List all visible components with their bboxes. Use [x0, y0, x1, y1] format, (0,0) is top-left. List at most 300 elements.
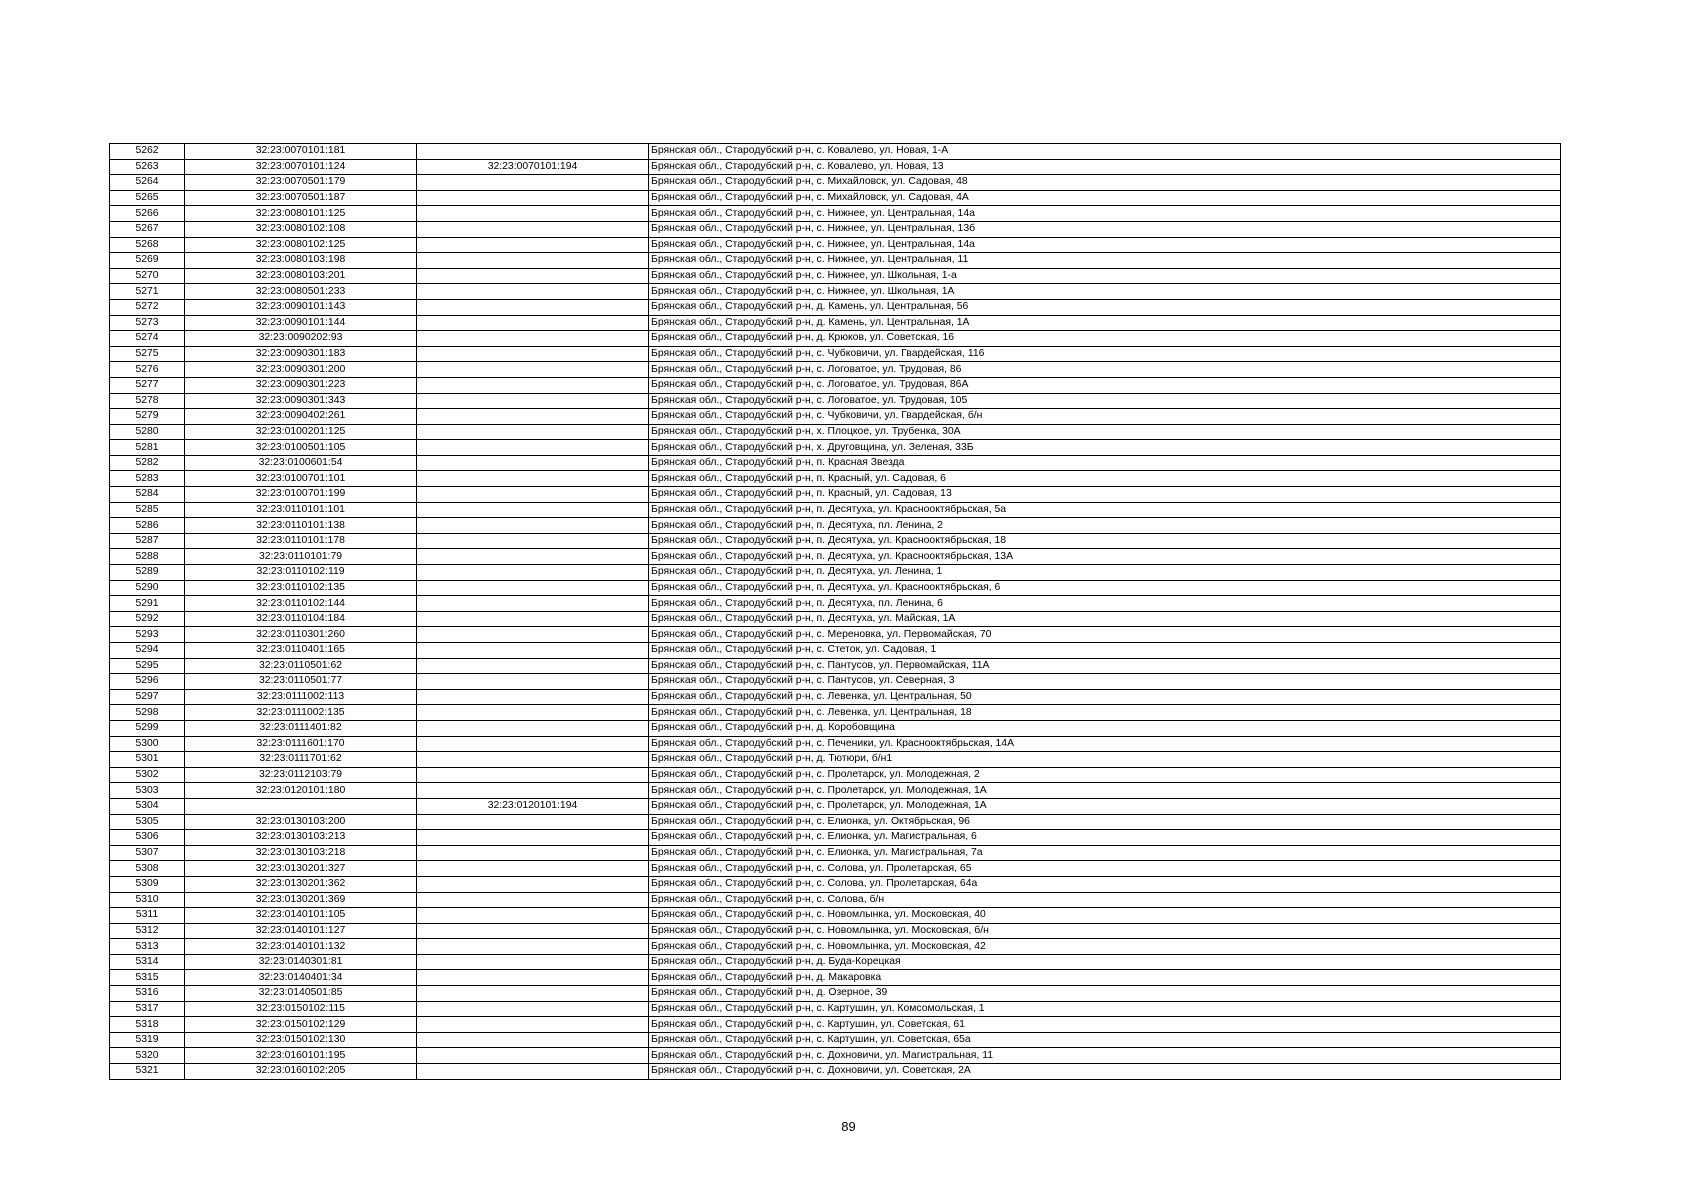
- linked-cadastral-number-cell: [417, 814, 649, 830]
- linked-cadastral-number-cell: [417, 377, 649, 393]
- linked-cadastral-number-cell: [417, 331, 649, 347]
- row-number-cell: 5280: [110, 424, 185, 440]
- linked-cadastral-number-cell: [417, 206, 649, 222]
- cadastral-number-cell: 32:23:0110401:165: [185, 643, 417, 659]
- cadastral-number-cell: 32:23:0160102:205: [185, 1064, 417, 1080]
- row-number-cell: 5297: [110, 689, 185, 705]
- cadastral-number-cell: 32:23:0140101:105: [185, 908, 417, 924]
- address-cell: Брянская обл., Стародубский р-н, с. Нижнее, ул. Центральная, 11: [649, 253, 1561, 269]
- table-row: [110, 986, 1561, 1002]
- address-cell: Брянская обл., Стародубский р-н, п. Красный, ул. Садовая, 6: [649, 471, 1561, 487]
- table-row: [110, 565, 1561, 581]
- address-cell: Брянская обл., Стародубский р-н, п. Красная Звезда: [649, 455, 1561, 471]
- linked-cadastral-number-cell: [417, 533, 649, 549]
- row-number-cell: 5319: [110, 1032, 185, 1048]
- address-cell: Брянская обл., Стародубский р-н, с. Пролетарск, ул. Молодежная, 2: [649, 767, 1561, 783]
- address-cell: Брянская обл., Стародубский р-н, с. Пролетарск, ул. Молодежная, 1А: [649, 783, 1561, 799]
- table-row: [110, 705, 1561, 721]
- row-number-cell: 5291: [110, 596, 185, 612]
- address-cell: Брянская обл., Стародубский р-н, с. Чубковичи, ул. Гвардейская, б/н: [649, 409, 1561, 425]
- address-cell: Брянская обл., Стародубский р-н, с. Ковалево, ул. Новая, 1-А: [649, 144, 1561, 160]
- address-cell: Брянская обл., Стародубский р-н, д. Камень, ул. Центральная, 56: [649, 299, 1561, 315]
- row-number-cell: 5286: [110, 518, 185, 534]
- row-number-cell: 5299: [110, 720, 185, 736]
- linked-cadastral-number-cell: [417, 580, 649, 596]
- table-row: [110, 876, 1561, 892]
- cadastral-number-cell: 32:23:0130103:218: [185, 845, 417, 861]
- linked-cadastral-number-cell: 32:23:0070101:194: [417, 159, 649, 175]
- cadastral-number-cell: 32:23:0090301:223: [185, 377, 417, 393]
- row-number-cell: 5302: [110, 767, 185, 783]
- row-number-cell: 5306: [110, 830, 185, 846]
- address-cell: Брянская обл., Стародубский р-н, с. Михайловск, ул. Садовая, 4А: [649, 190, 1561, 206]
- linked-cadastral-number-cell: [417, 471, 649, 487]
- address-cell: Брянская обл., Стародубский р-н, с. Нижнее, ул. Центральная, 14а: [649, 206, 1561, 222]
- table-row: [110, 346, 1561, 362]
- table-row: [110, 237, 1561, 253]
- address-cell: Брянская обл., Стародубский р-н, д. Крюков, ул. Советская, 16: [649, 331, 1561, 347]
- linked-cadastral-number-cell: [417, 876, 649, 892]
- address-cell: Брянская обл., Стародубский р-н, х. Плоцкое, ул. Трубенка, 30А: [649, 424, 1561, 440]
- row-number-cell: 5303: [110, 783, 185, 799]
- linked-cadastral-number-cell: [417, 268, 649, 284]
- address-cell: Брянская обл., Стародубский р-н, с. Логоватое, ул. Трудовая, 86А: [649, 377, 1561, 393]
- address-cell: Брянская обл., Стародубский р-н, д. Камень, ул. Центральная, 1А: [649, 315, 1561, 331]
- cadastral-number-cell: 32:23:0111701:62: [185, 752, 417, 768]
- cadastral-number-cell: 32:23:0090301:343: [185, 393, 417, 409]
- address-cell: Брянская обл., Стародубский р-н, п. Десятуха, ул. Краснооктябрьская, 5а: [649, 502, 1561, 518]
- address-cell: Брянская обл., Стародубский р-н, с. Левенка, ул. Центральная, 50: [649, 689, 1561, 705]
- cadastral-number-cell: [185, 798, 417, 814]
- table-row: [110, 206, 1561, 222]
- cadastral-number-cell: 32:23:0110102:119: [185, 565, 417, 581]
- row-number-cell: 5305: [110, 814, 185, 830]
- linked-cadastral-number-cell: [417, 643, 649, 659]
- row-number-cell: 5308: [110, 861, 185, 877]
- cadastral-number-cell: 32:23:0130103:200: [185, 814, 417, 830]
- table-row: [110, 830, 1561, 846]
- cadastral-number-cell: 32:23:0100701:199: [185, 487, 417, 503]
- linked-cadastral-number-cell: [417, 1001, 649, 1017]
- linked-cadastral-number-cell: [417, 393, 649, 409]
- address-cell: Брянская обл., Стародубский р-н, д. Тютюри, б/н1: [649, 752, 1561, 768]
- linked-cadastral-number-cell: [417, 689, 649, 705]
- table-row: [110, 409, 1561, 425]
- address-cell: Брянская обл., Стародубский р-н, п. Десятуха, ул. Краснооктябрьская, 6: [649, 580, 1561, 596]
- table-row: [110, 923, 1561, 939]
- table-row: [110, 471, 1561, 487]
- row-number-cell: 5321: [110, 1064, 185, 1080]
- address-cell: Брянская обл., Стародубский р-н, с. Новомлынка, ул. Московская, 42: [649, 939, 1561, 955]
- cadastral-number-cell: 32:23:0110101:178: [185, 533, 417, 549]
- linked-cadastral-number-cell: [417, 752, 649, 768]
- table-row: [110, 190, 1561, 206]
- address-cell: Брянская обл., Стародубский р-н, с. Нижнее, ул. Школьная, 1А: [649, 284, 1561, 300]
- table-row: [110, 580, 1561, 596]
- address-cell: Брянская обл., Стародубский р-н, с. Нижнее, ул. Школьная, 1-а: [649, 268, 1561, 284]
- linked-cadastral-number-cell: [417, 830, 649, 846]
- cadastral-number-cell: 32:23:0110101:101: [185, 502, 417, 518]
- address-cell: Брянская обл., Стародубский р-н, с. Картушин, ул. Советская, 61: [649, 1017, 1561, 1033]
- table-row: [110, 331, 1561, 347]
- linked-cadastral-number-cell: [417, 190, 649, 206]
- address-cell: Брянская обл., Стародубский р-н, с. Елионка, ул. Октябрьская, 96: [649, 814, 1561, 830]
- linked-cadastral-number-cell: [417, 658, 649, 674]
- cadastral-number-cell: 32:23:0150102:130: [185, 1032, 417, 1048]
- cadastral-number-cell: 32:23:0112103:79: [185, 767, 417, 783]
- table-row: [110, 658, 1561, 674]
- row-number-cell: 5292: [110, 611, 185, 627]
- linked-cadastral-number-cell: [417, 954, 649, 970]
- linked-cadastral-number-cell: [417, 1048, 649, 1064]
- row-number-cell: 5283: [110, 471, 185, 487]
- table-row: [110, 144, 1561, 160]
- table-row: [110, 752, 1561, 768]
- row-number-cell: 5264: [110, 175, 185, 191]
- cadastral-number-cell: 32:23:0100701:101: [185, 471, 417, 487]
- address-cell: Брянская обл., Стародубский р-н, п. Десятуха, пл. Ленина, 2: [649, 518, 1561, 534]
- row-number-cell: 5269: [110, 253, 185, 269]
- linked-cadastral-number-cell: [417, 518, 649, 534]
- row-number-cell: 5270: [110, 268, 185, 284]
- cadastral-number-cell: 32:23:0100601:54: [185, 455, 417, 471]
- cadastral-number-cell: 32:23:0130201:369: [185, 892, 417, 908]
- linked-cadastral-number-cell: [417, 409, 649, 425]
- table-row: [110, 892, 1561, 908]
- address-cell: Брянская обл., Стародубский р-н, с. Ковалево, ул. Новая, 13: [649, 159, 1561, 175]
- linked-cadastral-number-cell: [417, 767, 649, 783]
- address-cell: Брянская обл., Стародубский р-н, с. Дохновичи, ул. Магистральная, 11: [649, 1048, 1561, 1064]
- cadastral-number-cell: 32:23:0080102:108: [185, 221, 417, 237]
- row-number-cell: 5311: [110, 908, 185, 924]
- linked-cadastral-number-cell: [417, 502, 649, 518]
- table-row: [110, 814, 1561, 830]
- linked-cadastral-number-cell: [417, 986, 649, 1002]
- row-number-cell: 5278: [110, 393, 185, 409]
- linked-cadastral-number-cell: [417, 455, 649, 471]
- address-cell: Брянская обл., Стародубский р-н, с. Солова, ул. Пролетарская, 65: [649, 861, 1561, 877]
- address-cell: Брянская обл., Стародубский р-н, с. Чубковичи, ул. Гвардейская, 116: [649, 346, 1561, 362]
- cadastral-number-cell: 32:23:0110101:138: [185, 518, 417, 534]
- table-row: [110, 767, 1561, 783]
- row-number-cell: 5316: [110, 986, 185, 1002]
- page-number: 89: [841, 1119, 856, 1134]
- row-number-cell: 5289: [110, 565, 185, 581]
- row-number-cell: 5318: [110, 1017, 185, 1033]
- linked-cadastral-number-cell: [417, 487, 649, 503]
- address-cell: Брянская обл., Стародубский р-н, д. Озерное, 39: [649, 986, 1561, 1002]
- linked-cadastral-number-cell: [417, 549, 649, 565]
- row-number-cell: 5298: [110, 705, 185, 721]
- row-number-cell: 5287: [110, 533, 185, 549]
- row-number-cell: 5279: [110, 409, 185, 425]
- address-cell: Брянская обл., Стародубский р-н, с. Логоватое, ул. Трудовая, 105: [649, 393, 1561, 409]
- address-cell: Брянская обл., Стародубский р-н, с. Солова, ул. Пролетарская, 64а: [649, 876, 1561, 892]
- row-number-cell: 5312: [110, 923, 185, 939]
- address-cell: Брянская обл., Стародубский р-н, с. Левенка, ул. Центральная, 18: [649, 705, 1561, 721]
- table-row: [110, 533, 1561, 549]
- linked-cadastral-number-cell: [417, 892, 649, 908]
- cadastral-number-cell: 32:23:0100201:125: [185, 424, 417, 440]
- linked-cadastral-number-cell: [417, 221, 649, 237]
- cadastral-number-cell: 32:23:0140401:34: [185, 970, 417, 986]
- address-cell: Брянская обл., Стародубский р-н, п. Десятуха, ул. Ленина, 1: [649, 565, 1561, 581]
- linked-cadastral-number-cell: [417, 253, 649, 269]
- linked-cadastral-number-cell: [417, 596, 649, 612]
- table-row: [110, 455, 1561, 471]
- row-number-cell: 5265: [110, 190, 185, 206]
- linked-cadastral-number-cell: [417, 346, 649, 362]
- linked-cadastral-number-cell: [417, 720, 649, 736]
- cadastral-number-cell: 32:23:0140301:81: [185, 954, 417, 970]
- table-row: [110, 159, 1561, 175]
- table-row: [110, 1001, 1561, 1017]
- row-number-cell: 5284: [110, 487, 185, 503]
- row-number-cell: 5320: [110, 1048, 185, 1064]
- address-cell: Брянская обл., Стародубский р-н, п. Десятуха, ул. Майская, 1А: [649, 611, 1561, 627]
- linked-cadastral-number-cell: [417, 783, 649, 799]
- address-cell: Брянская обл., Стародубский р-н, с. Нижнее, ул. Центральная, 14а: [649, 237, 1561, 253]
- cadastral-number-cell: 32:23:0111002:113: [185, 689, 417, 705]
- cadastral-number-cell: 32:23:0111002:135: [185, 705, 417, 721]
- address-cell: Брянская обл., Стародубский р-н, с. Дохновичи, ул. Советская, 2А: [649, 1064, 1561, 1080]
- address-cell: Брянская обл., Стародубский р-н, с. Михайловск, ул. Садовая, 48: [649, 175, 1561, 191]
- cadastral-number-cell: 32:23:0130103:213: [185, 830, 417, 846]
- table-row: [110, 736, 1561, 752]
- cadastral-number-cell: 32:23:0140101:132: [185, 939, 417, 955]
- row-number-cell: 5262: [110, 144, 185, 160]
- cadastral-number-cell: 32:23:0110301:260: [185, 627, 417, 643]
- row-number-cell: 5317: [110, 1001, 185, 1017]
- address-cell: Брянская обл., Стародубский р-н, д. Буда-Корецкая: [649, 954, 1561, 970]
- linked-cadastral-number-cell: [417, 861, 649, 877]
- row-number-cell: 5295: [110, 658, 185, 674]
- address-cell: Брянская обл., Стародубский р-н, с. Пантусов, ул. Первомайская, 11А: [649, 658, 1561, 674]
- table-row: [110, 284, 1561, 300]
- cadastral-number-cell: 32:23:0090301:183: [185, 346, 417, 362]
- table-row: [110, 627, 1561, 643]
- cadastral-number-cell: 32:23:0130201:362: [185, 876, 417, 892]
- cadastral-number-cell: 32:23:0070101:181: [185, 144, 417, 160]
- linked-cadastral-number-cell: [417, 1032, 649, 1048]
- linked-cadastral-number-cell: [417, 705, 649, 721]
- address-cell: Брянская обл., Стародубский р-н, с. Новомлынка, ул. Московская, б/н: [649, 923, 1561, 939]
- cadastral-number-cell: 32:23:0150102:115: [185, 1001, 417, 1017]
- table-row: [110, 845, 1561, 861]
- table-row: [110, 393, 1561, 409]
- cadastral-number-cell: 32:23:0110501:77: [185, 674, 417, 690]
- linked-cadastral-number-cell: [417, 627, 649, 643]
- row-number-cell: 5277: [110, 377, 185, 393]
- address-cell: Брянская обл., Стародубский р-н, с. Мереновка, ул. Первомайская, 70: [649, 627, 1561, 643]
- row-number-cell: 5310: [110, 892, 185, 908]
- table-row: [110, 720, 1561, 736]
- table-row: [110, 221, 1561, 237]
- linked-cadastral-number-cell: [417, 1017, 649, 1033]
- linked-cadastral-number-cell: [417, 611, 649, 627]
- address-cell: Брянская обл., Стародубский р-н, с. Логоватое, ул. Трудовая, 86: [649, 362, 1561, 378]
- cadastral-number-cell: 32:23:0150102:129: [185, 1017, 417, 1033]
- cadastral-number-cell: 32:23:0110101:79: [185, 549, 417, 565]
- table-row: [110, 440, 1561, 456]
- registry-table: [109, 143, 1561, 1080]
- address-cell: Брянская обл., Стародубский р-н, д. Коробовщина: [649, 720, 1561, 736]
- linked-cadastral-number-cell: 32:23:0120101:194: [417, 798, 649, 814]
- row-number-cell: 5315: [110, 970, 185, 986]
- address-cell: Брянская обл., Стародубский р-н, х. Друговщина, ул. Зеленая, 33Б: [649, 440, 1561, 456]
- row-number-cell: 5273: [110, 315, 185, 331]
- row-number-cell: 5296: [110, 674, 185, 690]
- registry-table-body: [110, 144, 1561, 1080]
- row-number-cell: 5293: [110, 627, 185, 643]
- row-number-cell: 5300: [110, 736, 185, 752]
- cadastral-number-cell: 32:23:0110104:184: [185, 611, 417, 627]
- linked-cadastral-number-cell: [417, 908, 649, 924]
- table-row: [110, 954, 1561, 970]
- table-row: [110, 783, 1561, 799]
- address-cell: Брянская обл., Стародубский р-н, с. Елионка, ул. Магистральная, 6: [649, 830, 1561, 846]
- table-row: [110, 689, 1561, 705]
- linked-cadastral-number-cell: [417, 565, 649, 581]
- linked-cadastral-number-cell: [417, 939, 649, 955]
- linked-cadastral-number-cell: [417, 175, 649, 191]
- cadastral-number-cell: 32:23:0110501:62: [185, 658, 417, 674]
- address-cell: Брянская обл., Стародубский р-н, с. Пантусов, ул. Северная, 3: [649, 674, 1561, 690]
- row-number-cell: 5272: [110, 299, 185, 315]
- table-row: [110, 549, 1561, 565]
- cadastral-number-cell: 32:23:0080102:125: [185, 237, 417, 253]
- address-cell: Брянская обл., Стародубский р-н, с. Печеники, ул. Краснооктябрьская, 14А: [649, 736, 1561, 752]
- cadastral-number-cell: 32:23:0160101:195: [185, 1048, 417, 1064]
- cadastral-number-cell: 32:23:0090202:93: [185, 331, 417, 347]
- linked-cadastral-number-cell: [417, 315, 649, 331]
- linked-cadastral-number-cell: [417, 237, 649, 253]
- row-number-cell: 5290: [110, 580, 185, 596]
- table-row: [110, 362, 1561, 378]
- linked-cadastral-number-cell: [417, 362, 649, 378]
- cadastral-number-cell: 32:23:0110102:144: [185, 596, 417, 612]
- cadastral-number-cell: 32:23:0090101:144: [185, 315, 417, 331]
- table-row: [110, 268, 1561, 284]
- table-row: [110, 315, 1561, 331]
- linked-cadastral-number-cell: [417, 674, 649, 690]
- row-number-cell: 5268: [110, 237, 185, 253]
- table-row: [110, 377, 1561, 393]
- row-number-cell: 5314: [110, 954, 185, 970]
- cadastral-number-cell: 32:23:0111401:82: [185, 720, 417, 736]
- table-row: [110, 1032, 1561, 1048]
- table-row: [110, 908, 1561, 924]
- cadastral-number-cell: 32:23:0070501:179: [185, 175, 417, 191]
- cadastral-number-cell: 32:23:0140501:85: [185, 986, 417, 1002]
- row-number-cell: 5282: [110, 455, 185, 471]
- row-number-cell: 5263: [110, 159, 185, 175]
- address-cell: Брянская обл., Стародубский р-н, с. Нижнее, ул. Центральная, 13б: [649, 221, 1561, 237]
- cadastral-number-cell: 32:23:0110102:135: [185, 580, 417, 596]
- table-row: [110, 970, 1561, 986]
- table-row: [110, 611, 1561, 627]
- cadastral-number-cell: 32:23:0111601:170: [185, 736, 417, 752]
- address-cell: Брянская обл., Стародубский р-н, с. Елионка, ул. Магистральная, 7а: [649, 845, 1561, 861]
- address-cell: Брянская обл., Стародубский р-н, п. Десятуха, пл. Ленина, 6: [649, 596, 1561, 612]
- row-number-cell: 5275: [110, 346, 185, 362]
- row-number-cell: 5285: [110, 502, 185, 518]
- address-cell: Брянская обл., Стародубский р-н, с. Картушин, ул. Советская, 65а: [649, 1032, 1561, 1048]
- address-cell: Брянская обл., Стародубский р-н, п. Десятуха, ул. Краснооктябрьская, 18: [649, 533, 1561, 549]
- linked-cadastral-number-cell: [417, 284, 649, 300]
- table-row: [110, 518, 1561, 534]
- row-number-cell: 5281: [110, 440, 185, 456]
- linked-cadastral-number-cell: [417, 299, 649, 315]
- table-row: [110, 424, 1561, 440]
- table-row: [110, 1048, 1561, 1064]
- cadastral-number-cell: 32:23:0080103:198: [185, 253, 417, 269]
- table-row: [110, 253, 1561, 269]
- table-row: [110, 175, 1561, 191]
- table-row: [110, 596, 1561, 612]
- address-cell: Брянская обл., Стародубский р-н, п. Десятуха, ул. Краснооктябрьская, 13А: [649, 549, 1561, 565]
- linked-cadastral-number-cell: [417, 736, 649, 752]
- row-number-cell: 5313: [110, 939, 185, 955]
- table-row: [110, 487, 1561, 503]
- linked-cadastral-number-cell: [417, 923, 649, 939]
- address-cell: Брянская обл., Стародубский р-н, с. Новомлынка, ул. Московская, 40: [649, 908, 1561, 924]
- table-row: [110, 643, 1561, 659]
- address-cell: Брянская обл., Стародубский р-н, с. Пролетарск, ул. Молодежная, 1А: [649, 798, 1561, 814]
- cadastral-number-cell: 32:23:0140101:127: [185, 923, 417, 939]
- address-cell: Брянская обл., Стародубский р-н, с. Стеток, ул. Садовая, 1: [649, 643, 1561, 659]
- address-cell: Брянская обл., Стародубский р-н, с. Картушин, ул. Комсомольская, 1: [649, 1001, 1561, 1017]
- row-number-cell: 5266: [110, 206, 185, 222]
- address-cell: Брянская обл., Стародубский р-н, с. Солова, б/н: [649, 892, 1561, 908]
- table-row: [110, 1017, 1561, 1033]
- address-cell: Брянская обл., Стародубский р-н, д. Макаровка: [649, 970, 1561, 986]
- row-number-cell: 5271: [110, 284, 185, 300]
- table-row: [110, 502, 1561, 518]
- table-row: [110, 861, 1561, 877]
- row-number-cell: 5294: [110, 643, 185, 659]
- linked-cadastral-number-cell: [417, 144, 649, 160]
- linked-cadastral-number-cell: [417, 424, 649, 440]
- cadastral-number-cell: 32:23:0130201:327: [185, 861, 417, 877]
- cadastral-number-cell: 32:23:0090301:200: [185, 362, 417, 378]
- row-number-cell: 5274: [110, 331, 185, 347]
- row-number-cell: 5304: [110, 798, 185, 814]
- cadastral-number-cell: 32:23:0080103:201: [185, 268, 417, 284]
- cadastral-number-cell: 32:23:0120101:180: [185, 783, 417, 799]
- row-number-cell: 5301: [110, 752, 185, 768]
- row-number-cell: 5267: [110, 221, 185, 237]
- linked-cadastral-number-cell: [417, 845, 649, 861]
- cadastral-number-cell: 32:23:0090402:261: [185, 409, 417, 425]
- linked-cadastral-number-cell: [417, 440, 649, 456]
- linked-cadastral-number-cell: [417, 970, 649, 986]
- cadastral-number-cell: 32:23:0080101:125: [185, 206, 417, 222]
- row-number-cell: 5309: [110, 876, 185, 892]
- cadastral-number-cell: 32:23:0090101:143: [185, 299, 417, 315]
- table-row: [110, 674, 1561, 690]
- cadastral-number-cell: 32:23:0100501:105: [185, 440, 417, 456]
- row-number-cell: 5288: [110, 549, 185, 565]
- cadastral-number-cell: 32:23:0080501:233: [185, 284, 417, 300]
- linked-cadastral-number-cell: [417, 1064, 649, 1080]
- table-row: [110, 798, 1561, 814]
- row-number-cell: 5307: [110, 845, 185, 861]
- table-row: [110, 939, 1561, 955]
- table-row: [110, 299, 1561, 315]
- row-number-cell: 5276: [110, 362, 185, 378]
- cadastral-number-cell: 32:23:0070501:187: [185, 190, 417, 206]
